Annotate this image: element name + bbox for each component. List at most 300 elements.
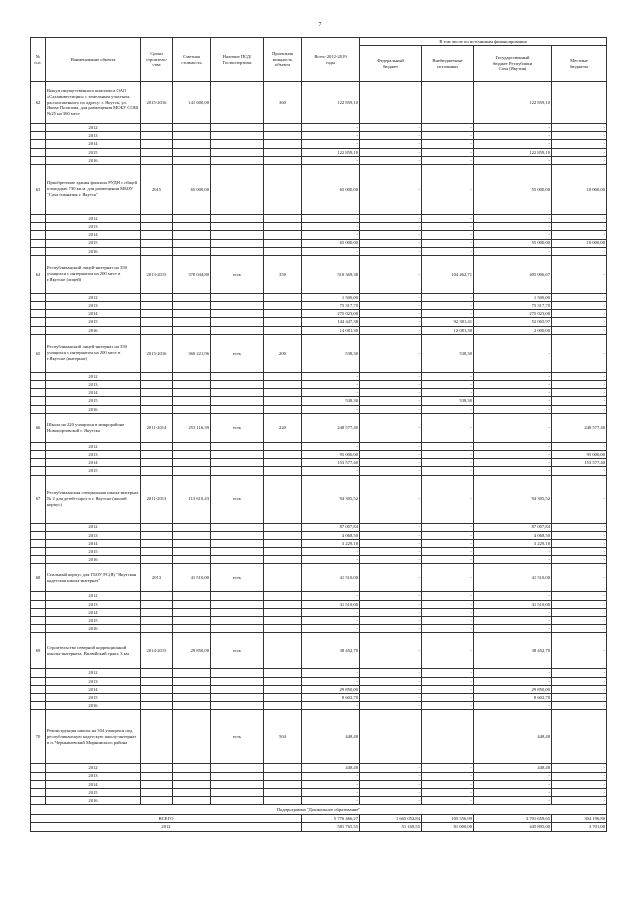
cell-no: [31, 556, 46, 564]
cell-state: 275 023,00: [474, 310, 552, 318]
cell-local: -: [552, 302, 607, 310]
cell-offbudget: -: [422, 764, 474, 772]
cell-state: 41 510,00: [474, 564, 552, 592]
cell-no: 68: [31, 564, 46, 592]
header-federal: Федеральный бюджет: [360, 46, 422, 82]
cell-period: [141, 669, 173, 677]
cell-total: 1 500,00: [302, 293, 360, 301]
cell-state: -: [474, 124, 552, 132]
cell-name: 2013: [46, 677, 141, 685]
cell-local: -: [552, 539, 607, 547]
cell-total: 581 765,55: [302, 823, 360, 831]
cell-total: 4 068,50: [302, 531, 360, 539]
cell-offbudget: -: [422, 772, 474, 780]
cell-total: -: [302, 467, 360, 475]
cell-total: 122 859,10: [302, 82, 360, 124]
cell-state: 1 500,00: [474, 293, 552, 301]
cell-offbudget: -: [422, 531, 474, 539]
cell-period: 2011-2013: [141, 475, 173, 523]
cell-capacity: [264, 608, 302, 616]
cell-offbudget: -: [422, 693, 474, 701]
cell-psd: [211, 592, 264, 600]
cell-total: 14 081,30: [302, 326, 360, 334]
cell-total: -: [302, 140, 360, 148]
cell-local: -: [552, 625, 607, 633]
cell-psd: есть: [211, 633, 264, 669]
cell-capacity: [264, 531, 302, 539]
cell-local: -: [552, 693, 607, 701]
cell-no: [31, 608, 46, 616]
cell-name: 2013: [46, 450, 141, 458]
cell-estimate: 41 510,00: [173, 564, 211, 592]
cell-offbudget: -: [422, 405, 474, 413]
cell-capacity: [264, 302, 302, 310]
cell-local: -: [552, 318, 607, 326]
cell-estimate: [173, 156, 211, 164]
cell-offbudget: -: [422, 231, 474, 239]
cell-estimate: [173, 531, 211, 539]
cell-capacity: 504: [264, 710, 302, 764]
cell-state: -: [474, 156, 552, 164]
cell-state: -: [474, 397, 552, 405]
cell-psd: [211, 780, 264, 788]
cell-local: -: [552, 669, 607, 677]
cell-local: -: [552, 788, 607, 796]
cell-no: 67: [31, 475, 46, 523]
cell-federal: -: [360, 164, 422, 214]
cell-capacity: [264, 788, 302, 796]
cell-total: -: [302, 247, 360, 255]
cell-estimate: [173, 381, 211, 389]
cell-name: 2014: [46, 310, 141, 318]
cell-no: [31, 140, 46, 148]
cell-estimate: [173, 140, 211, 148]
cell-name: Реконструкция школы на 504 учащихся под республиканскую кадетскую школу-интернат в п. Чернышевский Мирнинского района: [46, 710, 141, 764]
cell-no: [31, 702, 46, 710]
cell-offbudget: -: [422, 247, 474, 255]
cell-name: 2014: [46, 459, 141, 467]
year-row: [31, 381, 607, 389]
cell-total: 65 000,00: [302, 239, 360, 247]
cell-total: 38 452,70: [302, 633, 360, 669]
cell-capacity: [264, 677, 302, 685]
cell-local: -: [552, 214, 607, 222]
cell-capacity: [264, 797, 302, 805]
cell-estimate: 65 000,00: [173, 164, 211, 214]
cell-estimate: [173, 548, 211, 556]
cell-total: 538,30: [302, 334, 360, 372]
cell-psd: [211, 702, 264, 710]
cell-total: -: [302, 556, 360, 564]
cell-capacity: [264, 764, 302, 772]
cell-capacity: [264, 310, 302, 318]
cell-state: -: [474, 548, 552, 556]
cell-capacity: [264, 523, 302, 531]
cell-psd: [211, 389, 264, 397]
cell-capacity: 350: [264, 255, 302, 293]
cell-estimate: 29 850,00: [173, 633, 211, 669]
cell-offbudget: -: [422, 293, 474, 301]
cell-psd: [211, 372, 264, 380]
cell-federal: -: [360, 625, 422, 633]
cell-local: 3 701,00: [552, 823, 607, 831]
cell-no: [31, 600, 46, 608]
cell-estimate: [173, 523, 211, 531]
cell-offbudget: -: [422, 148, 474, 156]
cell-estimate: [173, 326, 211, 334]
cell-capacity: [264, 231, 302, 239]
cell-state: 52 065,97: [474, 318, 552, 326]
cell-no: [31, 247, 46, 255]
cell-period: [141, 702, 173, 710]
cell-local: -: [552, 223, 607, 231]
cell-period: [141, 459, 173, 467]
cell-estimate: [173, 600, 211, 608]
cell-offbudget: -: [422, 548, 474, 556]
cell-capacity: [264, 326, 302, 334]
cell-state: -: [474, 442, 552, 450]
cell-federal: -: [360, 302, 422, 310]
cell-federal: -: [360, 780, 422, 788]
cell-federal: -: [360, 539, 422, 547]
cell-period: [141, 788, 173, 796]
cell-state: 445 895,00: [474, 823, 552, 831]
cell-local: -: [552, 797, 607, 805]
cell-period: 2015: [141, 164, 173, 214]
cell-no: [31, 397, 46, 405]
cell-no: 62: [31, 82, 46, 124]
cell-total: -: [302, 156, 360, 164]
cell-total: 41 510,00: [302, 600, 360, 608]
cell-estimate: [173, 450, 211, 458]
cell-no: [31, 539, 46, 547]
cell-no: [31, 405, 46, 413]
cell-psd: [211, 669, 264, 677]
cell-offbudget: -: [422, 617, 474, 625]
cell-federal: -: [360, 156, 422, 164]
cell-state: -: [474, 223, 552, 231]
cell-state: -: [474, 625, 552, 633]
cell-offbudget: -: [422, 592, 474, 600]
year-row: [31, 764, 607, 772]
cell-offbudget: 105 556,99: [422, 815, 474, 823]
cell-no: [31, 592, 46, 600]
cell-capacity: [264, 693, 302, 701]
cell-federal: -: [360, 450, 422, 458]
cell-name: 2014: [46, 231, 141, 239]
investment-table: [30, 37, 607, 832]
cell-state: 75 317,70: [474, 302, 552, 310]
cell-federal: -: [360, 405, 422, 413]
cell-federal: -: [360, 772, 422, 780]
cell-state: 55 000,00: [474, 164, 552, 214]
cell-period: [141, 223, 173, 231]
cell-period: [141, 318, 173, 326]
cell-estimate: [173, 617, 211, 625]
cell-period: [141, 677, 173, 685]
cell-local: -: [552, 677, 607, 685]
cell-local: [552, 710, 607, 764]
cell-psd: есть: [211, 475, 264, 523]
project-row: [31, 164, 607, 214]
cell-no: 63: [31, 164, 46, 214]
year-row: [31, 788, 607, 796]
cell-psd: [211, 124, 264, 132]
cell-psd: [211, 148, 264, 156]
cell-psd: [211, 405, 264, 413]
project-row: [31, 564, 607, 592]
year-row: [31, 247, 607, 255]
cell-offbudget: -: [422, 239, 474, 247]
cell-period: 2015-2016: [141, 334, 173, 372]
cell-local: -: [552, 617, 607, 625]
cell-total: -: [302, 214, 360, 222]
cell-period: [141, 442, 173, 450]
cell-total: 8 602,70: [302, 693, 360, 701]
cell-federal: -: [360, 239, 422, 247]
header-sources-group: В том числе по источникам финансирования: [360, 38, 607, 46]
cell-no: [31, 677, 46, 685]
year-row: [31, 450, 607, 458]
cell-state: 122 859,10: [474, 148, 552, 156]
cell-period: 2011-2014: [141, 413, 173, 442]
cell-local: -: [552, 148, 607, 156]
cell-no: [31, 450, 46, 458]
cell-capacity: 200: [264, 334, 302, 372]
cell-local: 304 196,80: [552, 815, 607, 823]
cell-period: [141, 156, 173, 164]
cell-psd: [211, 156, 264, 164]
cell-no: [31, 239, 46, 247]
cell-no: [31, 389, 46, 397]
cell-estimate: [173, 669, 211, 677]
cell-federal: -: [360, 413, 422, 442]
cell-name: 2016: [46, 797, 141, 805]
cell-federal: -: [360, 255, 422, 293]
cell-state: -: [474, 231, 552, 239]
cell-federal: -: [360, 148, 422, 156]
cell-total: -: [302, 797, 360, 805]
cell-estimate: [173, 764, 211, 772]
cell-local: -: [552, 389, 607, 397]
project-row: [31, 710, 607, 764]
cell-local: -: [552, 247, 607, 255]
total-label: 2012: [31, 823, 302, 831]
year-row: [31, 231, 607, 239]
cell-federal: [360, 82, 422, 124]
cell-psd: [211, 600, 264, 608]
cell-estimate: [173, 677, 211, 685]
cell-psd: [211, 223, 264, 231]
project-row: [31, 633, 607, 669]
year-row: [31, 372, 607, 380]
cell-offbudget: -: [422, 539, 474, 547]
cell-offbudget: 81 000,00: [422, 823, 474, 831]
cell-total: 75 317,70: [302, 302, 360, 310]
year-row: [31, 669, 607, 677]
cell-estimate: [173, 772, 211, 780]
cell-no: [31, 669, 46, 677]
cell-total: -: [302, 669, 360, 677]
cell-capacity: [264, 539, 302, 547]
cell-name: 2014: [46, 608, 141, 616]
cell-total: 29 850,00: [302, 685, 360, 693]
cell-total: 122 859,10: [302, 148, 360, 156]
cell-name: 2015: [46, 467, 141, 475]
cell-psd: [211, 608, 264, 616]
cell-capacity: [264, 564, 302, 592]
cell-federal: -: [360, 669, 422, 677]
cell-local: [552, 82, 607, 124]
cell-no: [31, 780, 46, 788]
cell-period: [141, 247, 173, 255]
cell-federal: -: [360, 531, 422, 539]
cell-psd: есть: [211, 255, 264, 293]
cell-local: -: [552, 231, 607, 239]
cell-federal: -: [360, 764, 422, 772]
cell-capacity: [264, 124, 302, 132]
cell-local: -: [552, 310, 607, 318]
cell-period: [141, 625, 173, 633]
cell-total: 5 776 466,27: [302, 815, 360, 823]
cell-federal: -: [360, 124, 422, 132]
cell-local: -: [552, 475, 607, 523]
cell-psd: [211, 685, 264, 693]
cell-total: -: [302, 223, 360, 231]
cell-state: -: [474, 413, 552, 442]
cell-offbudget: -: [422, 788, 474, 796]
cell-psd: [211, 677, 264, 685]
cell-psd: [211, 459, 264, 467]
cell-capacity: [264, 223, 302, 231]
cell-estimate: [173, 592, 211, 600]
cell-offbudget: -: [422, 669, 474, 677]
cell-capacity: [264, 442, 302, 450]
cell-name: 2014: [46, 685, 141, 693]
cell-no: [31, 685, 46, 693]
cell-name: 2016: [46, 156, 141, 164]
cell-local: -: [552, 255, 607, 293]
year-row: [31, 459, 607, 467]
cell-no: [31, 617, 46, 625]
cell-no: [31, 625, 46, 633]
header-name: Наименование объекта: [46, 38, 141, 82]
cell-psd: есть: [211, 413, 264, 442]
cell-estimate: [173, 318, 211, 326]
cell-local: -: [552, 140, 607, 148]
cell-offbudget: -: [422, 467, 474, 475]
cell-capacity: [264, 685, 302, 693]
cell-name: 2013: [46, 381, 141, 389]
year-row: [31, 600, 607, 608]
cell-psd: [211, 467, 264, 475]
cell-period: [141, 405, 173, 413]
cell-local: -: [552, 326, 607, 334]
year-row: [31, 772, 607, 780]
cell-local: -: [552, 405, 607, 413]
cell-capacity: [264, 293, 302, 301]
project-row: [31, 413, 607, 442]
cell-total: 41 510,00: [302, 564, 360, 592]
cell-no: 65: [31, 334, 46, 372]
cell-psd: [211, 231, 264, 239]
cell-offbudget: -: [422, 164, 474, 214]
cell-name: 2014: [46, 140, 141, 148]
cell-local: -: [552, 467, 607, 475]
cell-psd: [211, 625, 264, 633]
cell-psd: [211, 247, 264, 255]
cell-state: -: [474, 214, 552, 222]
cell-federal: -: [360, 372, 422, 380]
cell-no: [31, 148, 46, 156]
cell-name: 2012: [46, 669, 141, 677]
cell-total: -: [302, 772, 360, 780]
cell-offbudget: -: [422, 556, 474, 564]
cell-estimate: 378 044,80: [173, 255, 211, 293]
cell-period: [141, 389, 173, 397]
cell-estimate: [173, 685, 211, 693]
cell-capacity: [264, 702, 302, 710]
cell-offbudget: -: [422, 608, 474, 616]
cell-period: 2015-2016: [141, 82, 173, 124]
cell-total: 448,48: [302, 764, 360, 772]
cell-no: [31, 531, 46, 539]
project-row: [31, 475, 607, 523]
cell-offbudget: -: [422, 600, 474, 608]
cell-capacity: [264, 548, 302, 556]
year-row: [31, 693, 607, 701]
cell-period: [141, 608, 173, 616]
cell-total: 3 229,18: [302, 539, 360, 547]
year-row: [31, 214, 607, 222]
cell-psd: [211, 140, 264, 148]
cell-offbudget: -: [422, 381, 474, 389]
cell-local: -: [552, 685, 607, 693]
cell-federal: -: [360, 381, 422, 389]
year-row: [31, 608, 607, 616]
cell-total: 94 305,52: [302, 475, 360, 523]
cell-offbudget: -: [422, 442, 474, 450]
cell-offbudget: [422, 82, 474, 124]
cell-total: -: [302, 592, 360, 600]
cell-federal: -: [360, 592, 422, 600]
cell-estimate: [173, 788, 211, 796]
cell-offbudget: -: [422, 633, 474, 669]
cell-psd: [211, 693, 264, 701]
cell-state: 38 452,70: [474, 633, 552, 669]
cell-offbudget: -: [422, 702, 474, 710]
cell-estimate: [173, 702, 211, 710]
year-row: [31, 389, 607, 397]
cell-no: [31, 302, 46, 310]
cell-no: [31, 223, 46, 231]
cell-total: -: [302, 548, 360, 556]
cell-local: -: [552, 608, 607, 616]
cell-offbudget: -: [422, 156, 474, 164]
cell-state: -: [474, 772, 552, 780]
cell-period: [141, 450, 173, 458]
cell-federal: -: [360, 326, 422, 334]
cell-name: 2016: [46, 405, 141, 413]
cell-federal: -: [360, 293, 422, 301]
cell-no: [31, 693, 46, 701]
cell-estimate: 113 610,43: [173, 475, 211, 523]
year-row: [31, 523, 607, 531]
cell-capacity: [264, 772, 302, 780]
cell-name: 2015: [46, 318, 141, 326]
cell-local: -: [552, 764, 607, 772]
year-row: [31, 531, 607, 539]
